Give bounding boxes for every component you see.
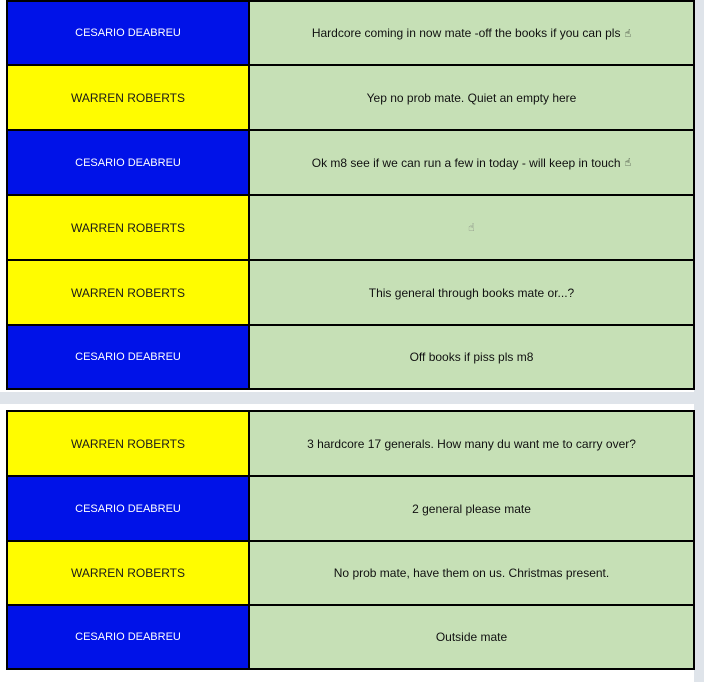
table-row [8,2,695,66]
sender-cell: WARREN ROBERTS [8,196,250,259]
table-row [8,477,695,542]
sender-cell: WARREN ROBERTS [8,261,250,324]
table-row [8,542,695,606]
message-table-2 [6,410,695,670]
message-text: Off books if piss pls m8 [409,350,534,364]
message-text: 3 hardcore 17 generals. How many du want me to carry over? [307,436,636,451]
message-text: Hardcore coming in now mate -off the books if you can pls [311,26,621,40]
message-text: Outside mate [435,630,508,644]
pointing-hand-icon: ☝ [468,222,475,234]
pointing-hand-icon: ☝ [624,27,632,40]
message-table-1 [6,0,695,390]
message-text: This general through books mate or...? [368,285,575,300]
table-row [8,66,695,131]
sender-cell: WARREN ROBERTS [8,542,250,604]
message-cell [250,412,695,475]
message-cell [250,606,695,668]
table-row [8,412,695,477]
message-cell [250,542,695,604]
sender-cell: WARREN ROBERTS [8,412,250,475]
document-page-2 [0,404,694,682]
message-cell [250,196,695,259]
message-cell [250,477,695,540]
table-row [8,196,695,261]
sender-cell: CESARIO DEABREU [8,2,250,64]
sender-cell: WARREN ROBERTS [8,66,250,129]
pointing-hand-icon: ☝ [624,157,632,169]
message-cell [250,66,695,129]
message-cell [250,326,695,388]
sender-cell: CESARIO DEABREU [8,131,250,194]
message-text: Ok m8 see if we can run a few in today - will keep in touch [311,155,621,170]
message-text: Yep no prob mate. Quiet an empty here [366,90,577,105]
sender-cell: CESARIO DEABREU [8,326,250,388]
message-text: 2 general please mate [412,501,531,516]
sender-cell: CESARIO DEABREU [8,606,250,668]
table-row [8,131,695,196]
table-row [8,326,695,390]
message-cell [250,131,695,194]
message-cell [250,261,695,324]
table-row [8,606,695,670]
message-cell [250,2,695,64]
table-row [8,261,695,326]
sender-cell: CESARIO DEABREU [8,477,250,540]
message-text: No prob mate, have them on us. Christmas present. [333,566,610,580]
